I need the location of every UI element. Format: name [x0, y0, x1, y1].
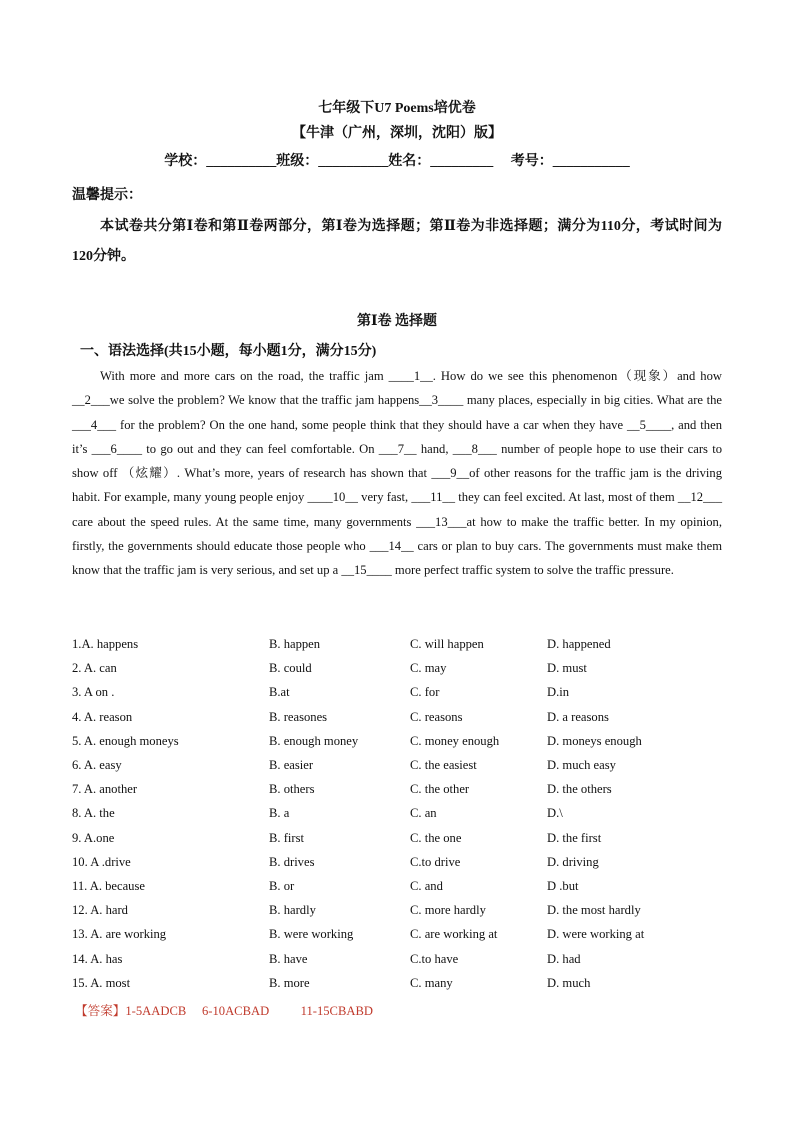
question-option-a: 2. A. can [72, 661, 117, 676]
question-option-c: C.to drive [410, 854, 461, 869]
question-row [0, 879, 794, 899]
question-option-b: B. others [269, 782, 315, 797]
question-option-d: D. must [547, 661, 587, 676]
question-option-c: C. more hardly [410, 903, 486, 918]
student-info-line: 学校：__________班级：__________姓名：_________ 考号：___________ [164, 154, 630, 169]
question-option-c: C. many [410, 975, 453, 990]
question-option-b: B.at [269, 685, 290, 700]
question-option-b: B. drives [269, 854, 315, 869]
question-option-d: D. happened [547, 637, 611, 651]
answer-key: 【答案】1-5AADCB 6-10ACBAD 11-15CBABD [75, 1004, 373, 1018]
question-option-d: D. much easy [547, 758, 616, 772]
question-row [0, 758, 794, 778]
question-option-a: 10. A .drive [72, 854, 131, 869]
question-option-b: B. hardly [269, 903, 316, 918]
question-option-c: C. the easiest [410, 758, 477, 772]
question-option-a: 5. A. enough moneys [72, 733, 179, 748]
question-option-d: D. were working at [547, 927, 645, 942]
question-row [0, 855, 794, 875]
question-option-d: D. the others [547, 782, 612, 797]
question-option-b: B. reasones [269, 709, 328, 724]
question-option-a: 7. A. another [72, 782, 138, 797]
question-row [0, 661, 794, 681]
question-option-d: D. the most hardly [547, 903, 641, 918]
question-option-a: 13. A. are working [72, 927, 167, 942]
question-row [0, 831, 794, 851]
question-option-d: D. the first [547, 830, 602, 845]
page-title: 七年级下U7 Poems培优卷 [318, 101, 476, 116]
part-title: 一、语法选择(共15小题，每小题1分，满分15分) [80, 344, 377, 359]
question-row [0, 927, 794, 947]
question-option-a: 1.A. happens [72, 637, 139, 651]
question-option-b: B. have [269, 951, 308, 966]
question-option-a: 14. A. has [72, 951, 123, 966]
question-option-c: C. reasons [410, 709, 463, 724]
question-row [0, 952, 794, 972]
question-option-c: C. are working at [410, 927, 498, 942]
question-option-d: D. had [547, 951, 581, 966]
tips-label: 温馨提示： [72, 188, 142, 203]
question-option-b: B. happen [269, 637, 321, 651]
question-option-a: 8. A. the [72, 806, 115, 821]
question-row [0, 685, 794, 705]
section-title: 第Ⅰ卷 选择题 [356, 314, 438, 329]
question-option-a: 11. A. because [72, 879, 145, 893]
question-option-c: C.to have [410, 951, 459, 966]
question-option-d: D.\ [547, 806, 563, 821]
reading-passage: With more and more cars on the road, the traffic jam ____1__. How do we see this phenomenon（现象）and how __2___we solve the problem? We know that the traffic jam happens__3____ many places, especially in big cities. What are the ___4___ for the problem? On the one hand, some people think that they should have a car when they have __5____, and then it’s ___6____ to go out and they can feel comfortable. On ___7__ hand, ___8___ number of people hope to use their cars to show off （炫耀）. What’s more, years of research has shown that ___9__of other reasons for the traffic jam is the driving habit. For example, many young people enjoy ____10__ very fast, ___11__ they can feel excited. At last, most of them __12___ care about the speed rules. At the same time, many governments ___13___at how to make the traffic better. In my opinion, firstly, the governments should educate those people who ___14__ cars or plan to buy cars. The governments must make them know that the traffic jam is very serious, and set up a __15____ more perfect traffic system to solve the traffic pressure. [72, 369, 722, 578]
question-option-b: B. first [269, 830, 304, 845]
question-option-d: D .but [547, 879, 579, 893]
question-row [0, 806, 794, 826]
question-option-b: B. easier [269, 758, 314, 772]
question-option-b: B. a [269, 806, 290, 821]
question-option-b: B. or [269, 879, 295, 893]
question-option-a: 6. A. easy [72, 758, 122, 772]
question-row [0, 710, 794, 730]
question-option-d: D. moneys enough [547, 733, 642, 748]
edition-subtitle: 【牛津（广州，深圳，沈阳）版】 [292, 126, 502, 141]
question-option-a: 3. A on . [72, 685, 115, 700]
question-option-c: C. for [410, 685, 440, 700]
question-option-d: D. driving [547, 854, 599, 869]
question-option-c: C. will happen [410, 637, 484, 651]
question-option-c: C. the other [410, 782, 470, 797]
question-row [0, 782, 794, 802]
question-option-c: C. may [410, 661, 447, 676]
question-option-b: B. were working [269, 927, 354, 942]
question-option-b: B. more [269, 975, 310, 990]
question-row [0, 734, 794, 754]
question-option-a: 9. A.one [72, 830, 115, 845]
question-option-a: 12. A. hard [72, 903, 128, 918]
question-option-c: C. money enough [410, 733, 500, 748]
question-option-d: D. much [547, 975, 591, 990]
question-option-c: C. an [410, 806, 437, 821]
question-option-a: 4. A. reason [72, 709, 133, 724]
question-option-d: D.in [547, 685, 570, 700]
question-row [0, 637, 794, 657]
question-row [0, 976, 794, 996]
question-row [0, 903, 794, 923]
question-option-c: C. the one [410, 830, 462, 845]
tips-text: 本试卷共分第Ⅰ卷和第Ⅱ卷两部分，第Ⅰ卷为选择题；第Ⅱ卷为非选择题；满分为110分，考试时间为120分钟。 [72, 219, 722, 264]
question-option-c: C. and [410, 879, 443, 893]
question-option-b: B. could [269, 661, 312, 676]
question-option-a: 15. A. most [72, 975, 131, 990]
question-option-d: D. a reasons [547, 709, 609, 724]
question-option-b: B. enough money [269, 733, 359, 748]
